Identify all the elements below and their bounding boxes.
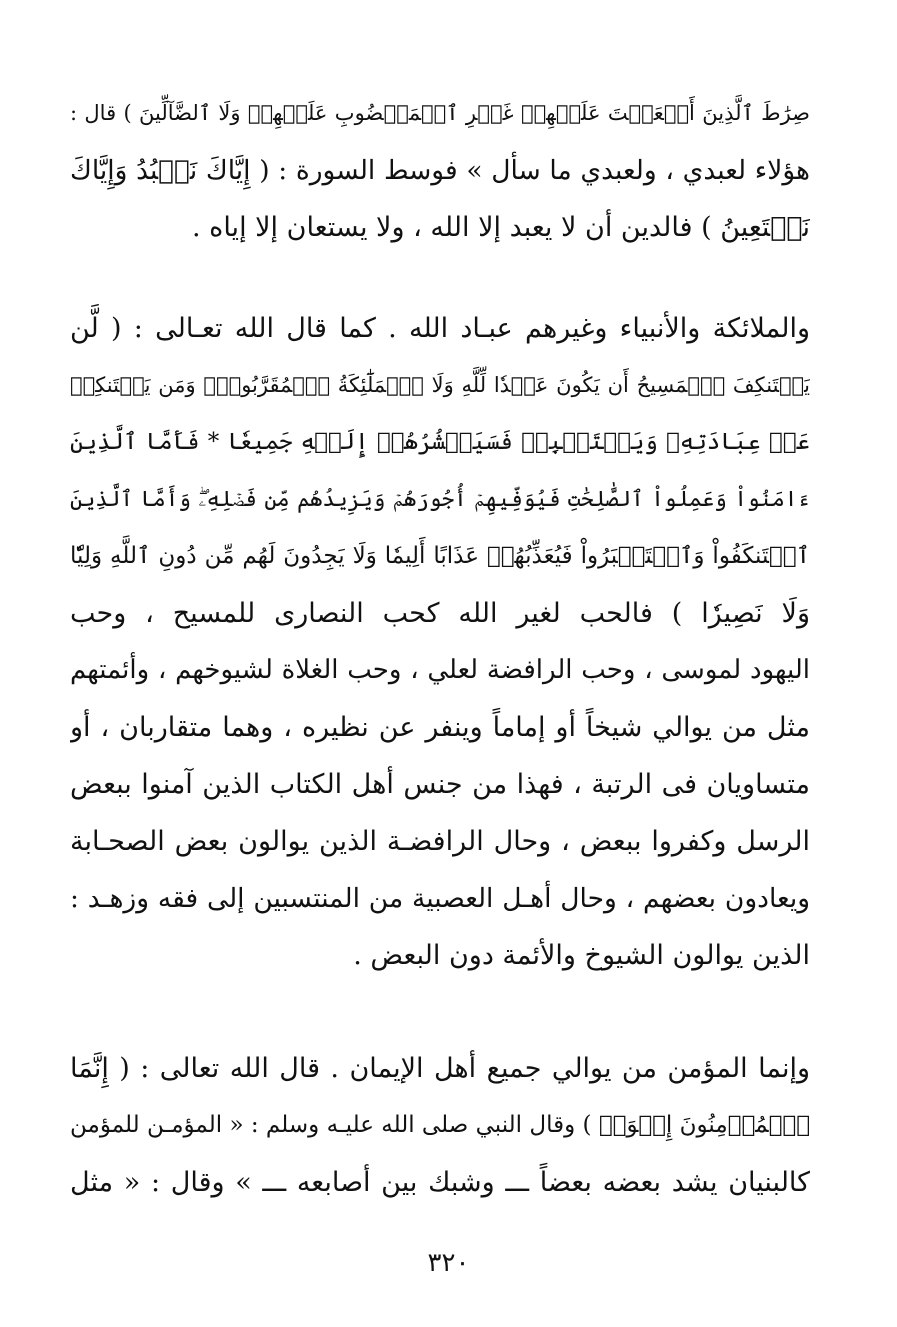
text-line: ٱسۡتَنكَفُواْ وَٱسۡتَكۡبَرُواْ فَيُعَذِّبُهُمۡ عَذَابًا أَلِيمٗا وَلَا يَجِدُونَ لَهُم مِّن دُونِ ٱللَّهِ وَلِيّٗا [70,543,810,569]
text-line: الذين يوالون الشيوخ والأئمة دون البعض . [353,940,810,971]
text-line: كالبنيان يشد بعضه بعضاً ـــ وشبك بين أصابعه ـــ » وقال : « مثل [70,1167,810,1198]
text-line: يَسۡتَنكِفَ ٱلۡمَسِيحُ أَن يَكُونَ عَبۡدٗا لِّلَّهِ وَلَا ٱلۡمَلَٰٓئِكَةُ ٱلۡمُقَرَّبُونَۚ وَمَن يَسۡتَنكِفۡ [70,373,810,397]
paragraph-3 [70,1040,810,1211]
paragraph-2 [70,300,810,984]
text-line: نَسۡتَعِينُ ) فالدين أن لا يعبد إلا الله ، ولا يستعان إلا إياه . [192,212,810,243]
text-line: صِرَٰطَ ٱلَّذِينَ أَنۡعَمۡتَ عَلَيۡهِمۡ غَيۡرِ ٱلۡمَغۡضُوبِ عَلَيۡهِمۡ وَلَا ٱلضَّآلِّينَ ) قال : [70,101,810,125]
text-line: الرسل وكفروا ببعض ، وحال الرافضـة الذين يوالون بعض الصحـابة [70,826,810,857]
text-line: ءَامَنُواْ وَعَمِلُواْ ٱلصَّٰلِحَٰتِ فَيُوَفِّيهِمۡ أُجُورَهُمۡ وَيَزِيدُهُم مِّن فَضۡلِهِۦۖ وَأَمَّا ٱلَّذِينَ [70,487,810,512]
text-line: ٱلۡمُؤۡمِنُونَ إِخۡوَةٞ ) وقال النبي صلى الله عليـه وسلم : « المؤمـن للمؤمن [70,1112,810,1138]
text-line: ويعادون بعضهم ، وحال أهـل العصبية من المنتسبين إلى فقه وزهـد : [70,883,810,914]
text-line: وإنما المؤمن من يوالي جميع أهل الإيمان . قال الله تعالى : ( إِنَّمَا [70,1053,810,1084]
page-number: ٣٢٠ [427,1248,470,1278]
text-line: هؤلاء لعبدي ، ولعبدي ما سأل » فوسط السورة : ( إِيَّاكَ نَعۡبُدُ وَإِيَّاكَ [70,155,810,186]
text-line: وَلَا نَصِيرٗا ) فالحب لغير الله كحب النصارى للمسيح ، وحب [70,598,810,629]
text-line: مثل من يوالي شيخاً أو إماماً وينفر عن نظيره ، وهما متقاربان ، أو [70,712,810,743]
text-line: اليهود لموسى ، وحب الرافضة لعلي ، وحب الغلاة لشيوخهم ، وأئمتهم [70,655,810,685]
text-line: متساويان فى الرتبة ، فهذا من جنس أهل الكتاب الذين آمنوا ببعض [70,769,810,800]
text-line: عَنۡ عِبَادَتِهِۦ وَيَسۡتَكۡبِرۡ فَسَيَحۡشُرُهُمۡ إِلَيۡهِ جَمِيعٗا * فَأَمَّا ٱلَّذِينَ [70,429,810,455]
text-line: والملائكة والأنبياء وغيرهم عبـاد الله . كما قال الله تعـالى : ( لَّن [70,313,810,344]
paragraph-1 [70,85,810,256]
